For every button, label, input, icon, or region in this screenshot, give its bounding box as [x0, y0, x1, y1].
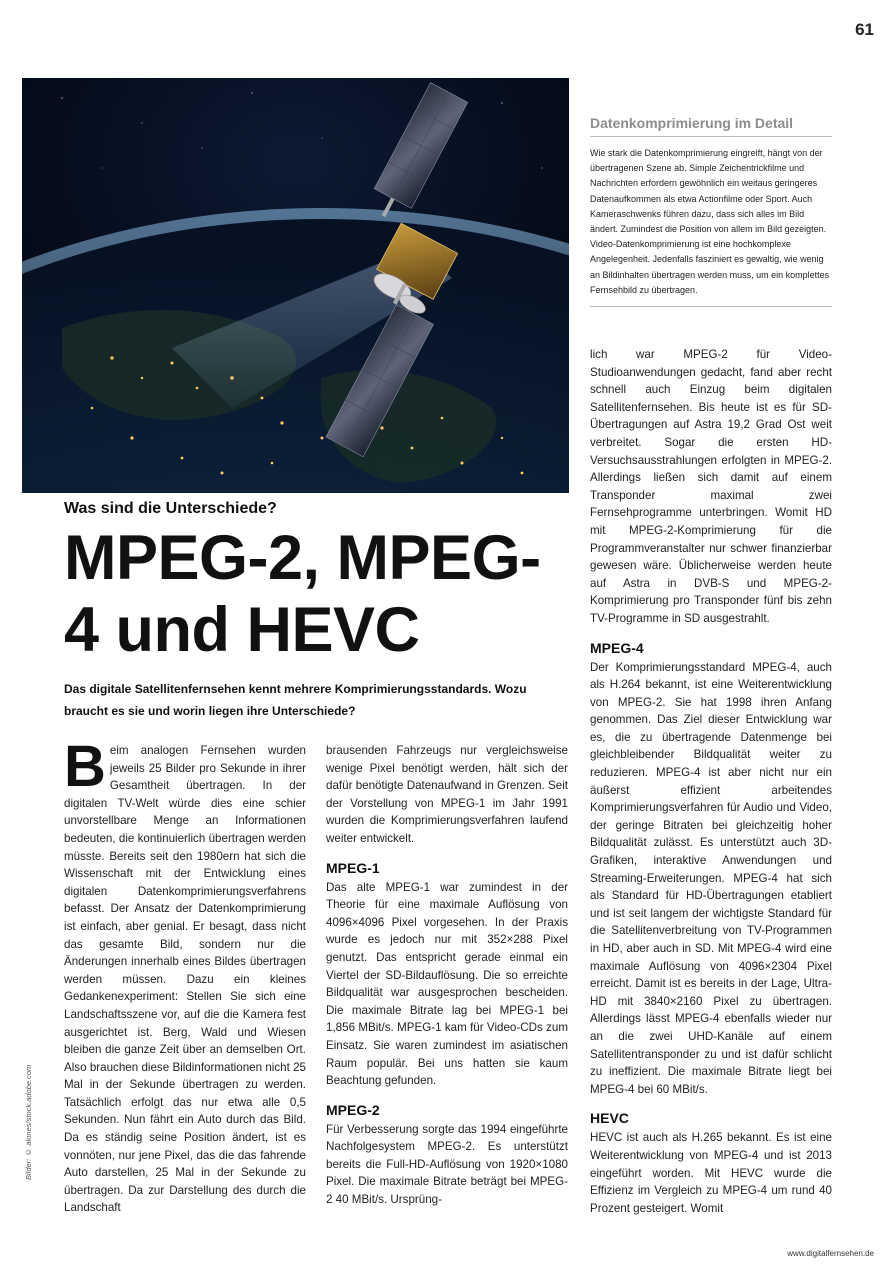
satellite-over-earth-photo [22, 78, 569, 493]
section-heading-mpeg1: MPEG-1 [326, 859, 380, 876]
page-number: 61 [855, 20, 874, 39]
article-column-2 [326, 742, 568, 1209]
photo-credit: Bilder: © alones/stock.adobe.com [24, 1064, 33, 1180]
sidebar-info-box [590, 115, 832, 307]
article-column-1 [64, 734, 306, 1217]
section-heading-mpeg2: MPEG-2 [326, 1101, 380, 1118]
section-body-hevc: HEVC ist auch als H.265 bekannt. Es ist eine Weiterentwicklung von MPEG-4 und ist 2013 eingeführt worden. Mit HEVC wurde die Effizienz im Vergleich zu MPEG-4 um rund 40 Prozent gesteigert. Womit [590, 1131, 832, 1215]
section-heading-mpeg4: MPEG-4 [590, 639, 644, 656]
sidebar-text: Wie stark die Datenkomprimierung eingreift, hängt von der übertragenen Szene ab. Simple Zeichentrickfilme und Nachrichten erfordern gewöhnlich ein weitaus geringeres Datenaufkommen als etwa Actionfilme oder Sport. Auch Kameraschwenks führen dazu, dass sich alles im Bild ändert. Zumindest die Position von allem im Bild gezeigten. Video-Datenkomprimierung ist eine hochkomplexe Angelegenheit. Jedenfalls fasziniert es gewaltig, wie wenig an Bildinhalten übertragen werden muss, um ein komplettes Fernsehbild zu übertragen. [590, 137, 832, 307]
sidebar-title: Datenkomprimierung im Detail [590, 115, 832, 137]
intro-paragraph [64, 734, 306, 1217]
website-url: www.digitalfernsehen.de [787, 1249, 874, 1258]
article-headline: MPEG-2, MPEG-4 und HEVC [64, 523, 541, 665]
article-column-3 [590, 346, 832, 1217]
section-body-mpeg4: Der Komprimierungsstandard MPEG-4, auch als H.264 bekannt, ist eine Weiterentwicklung von MPEG-2. Sie hat 1998 ihren Anfang genommen. Das Ziel dieser Entwicklung war es, die zu übertragende Datenmenge bei gleichbleibender Bildqualität weiter zu reduzieren. MPEG-4 ist aber nicht nur ein äußerst effizient arbeitendes Komprimierungsverfahren für Audio und Video, der geringe Bitraten bei gleichzeitig hoher Bildqualität zulässt. Es unterstützt auch 3D-Grafiken, interaktive Anwendungen und Streaming-Erweiterungen. MPEG-4 hat sich als Standard für HD-Übertragungen etabliert und ist seit langem der wichtigste Standard für die Satellitenverbreitung von TV-Programmen in HD, aber auch in SD. Mit MPEG-4 wird eine maximale Auflösung von 4096×2304 Pixel erreicht. Damit ist es bereits in der Lage, Ultra-HD mit 3840×2160 Pixel zu übertragen. Allerdings lässt MPEG-4 ebenfalls wieder nur an die zwei UHD-Kanäle auf einem Satellitentransponder zu und ist dafür schlicht zu ineffizient. Die maximale Bitrate liegt bei MPEG-4 bei 60 MBit/s. [590, 660, 832, 1096]
dropcap: B [64, 734, 106, 799]
section-heading-hevc: HEVC [590, 1110, 629, 1127]
intro-body: eim analogen Fernsehen wurden jeweils 25 Bilder pro Sekunde in ihrer Gesamtheit übertragen. In der digitalen TV-Welt würde dies eine schier unvorstellbare Menge an Informationen bedeuten, die kontinuierlich übertragen werden müsste. Bereits seit den 1980ern hat sich die Wissenschaft mit der Entwicklung eines digitalen Datenkomprimierungsverfahrens befasst. Der Ansatz der Datenkomprimierung ist einfach, aber genial. Er besagt, dass nicht das gesamte Bild, sondern nur die Änderungen innerhalb eines Bildes übertragen werden müssen. Dazu ein kleines Gedankenexperiment: Stellen Sie sich eine Landschaftsszene vor, auf die die Kamera fest ausgerichtet ist. Berg, Wald und Wiesen bleiben die ganze Zeit über an demselben Ort. Also brauchen diese Bildinformationen nicht 25 Mal in der Sekunde übertragen zu werden. Tatsächlich erfolgt das nur etwa alle 0,5 Sekunden. Nun fährt ein Auto durch das Bild. Da es ständig seine Position ändert, ist es vonnöten, nur jene Pixel, das die das fahrende Auto darstellen, 25 Mal in der Sekunde zu übertragen. Da zur Darstellung des durch die Landschaft [64, 744, 306, 1215]
intro-continued: brausenden Fahrzeugs nur vergleichsweise wenige Pixel benötigt werden, hält sich der dafür benötigte Datenaufwand in Grenzen. Seit der Vorstellung von MPEG-1 im Jahr 1991 wurden die Komprimierungsverfahren laufend weiter entwickelt. [326, 744, 568, 845]
section-body-mpeg2: Für Verbesserung sorgte das 1994 eingeführte Nachfolgesystem MPEG-2. Es unterstützt bereits die Full-HD-Auflösung von 1920×1080 Pixel. Die maximale Bitrate beträgt bei MPEG-2 40 MBit/s. Ursprüng- [326, 1122, 568, 1207]
section-body-mpeg1: Das alte MPEG-1 war zumindest in der Theorie für eine maximale Auflösung von 4096×4096 Pixel vorgesehen. In der Praxis wurde es jedoch nur mit 352×288 Pixel genutzt. Das entspricht gerade einmal ein Viertel der SD-Bildauflösung. Die so erreichte Bildqualität war ausgesprochen bescheiden. Die maximale Bitrate lag bei MPEG-1 bei 1,856 MBit/s. MPEG-1 kam für Video-CDs zum Einsatz. Sie waren zumindest im asiatischen Raum populär. Bei uns hatten sie kaum Beachtung gefunden. [326, 880, 568, 1088]
satellite-illustration [22, 78, 569, 493]
article-kicker: Was sind die Unterschiede? [64, 500, 277, 517]
section-body-mpeg2-continued: lich war MPEG-2 für Video-Studioanwendungen gedacht, fand aber recht schnell auch Einzug beim digitalen Satellitenfernsehen. Bis heute ist es für SD-Übertragungen auf Astra 19,2 Grad Ost weit verbreitet. Sogar die ersten HD-Versuchsausstrahlungen erfolgten in MPEG-2. Allerdings ließen sich damit auf einem Transponder maximal zwei Fernsehprogramme unterbringen. Womit HD mit MPEG-2-Komprimierung für die Programmveranstalter nur schwer finanzierbar gewesen wäre. Üblicherweise werden heute auf Astra in DVB-S und MPEG-2-Komprimierung pro Transponder fünf bis zehn TV-Programme in SD ausgestrahlt. [590, 348, 832, 625]
article-lead: Das digitale Satellitenfernsehen kennt mehrere Komprimierungsstandards. Wozu braucht es sie und worin liegen ihre Unterschiede? [64, 682, 527, 718]
